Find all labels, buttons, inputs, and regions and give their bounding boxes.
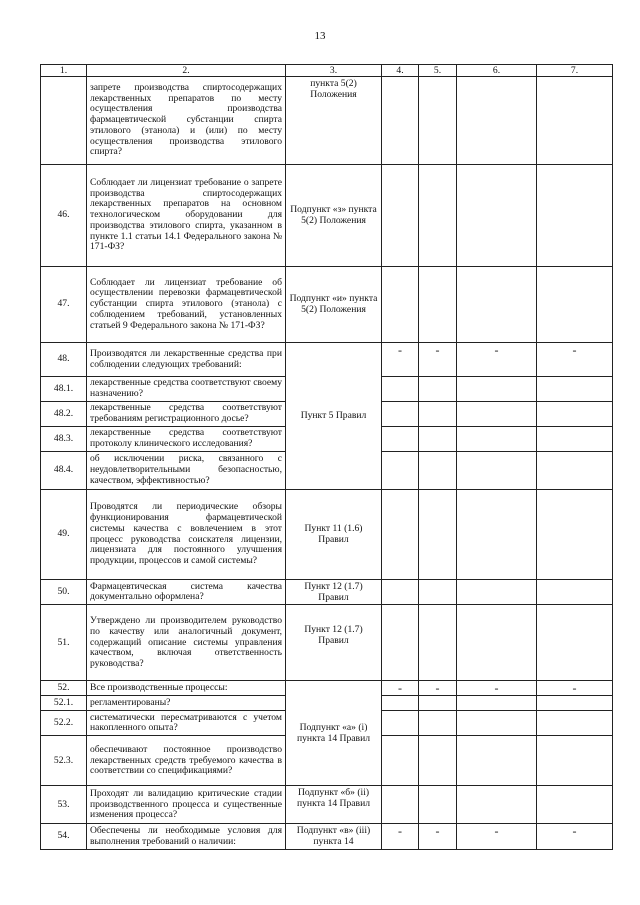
answer-cell: - [537, 824, 613, 849]
legal-reference: Пункт 5 Правил [286, 343, 382, 490]
requirement-text: регламентированы? [87, 696, 286, 711]
table-row [41, 343, 613, 377]
answer-cell: - [457, 824, 537, 849]
row-number: 47. [41, 267, 87, 343]
answer-cell: - [382, 824, 419, 849]
answer-cell: - [457, 343, 537, 377]
table-row [41, 165, 613, 267]
answer-cell [382, 711, 419, 736]
answer-cell: - [419, 343, 457, 377]
requirement-text: Обеспечены ли необходимые условия для выполнения требований о наличии: [87, 824, 286, 849]
answer-cell [382, 377, 419, 402]
answer-cell [457, 786, 537, 824]
row-number: 49. [41, 490, 87, 580]
requirement-text: обеспечивают постоянное производство лекарственных средств требуемого качества в соответствии со спецификациями? [87, 736, 286, 786]
legal-reference: Пункт 12 (1.7) Правил [286, 605, 382, 681]
answer-cell [419, 427, 457, 452]
answer-cell [382, 267, 419, 343]
answer-cell [457, 452, 537, 490]
answer-cell [457, 580, 537, 605]
row-number: 50. [41, 580, 87, 605]
answer-cell [457, 696, 537, 711]
legal-reference: Подпункт «з» пункта 5(2) Положения [286, 165, 382, 267]
column-header: 1. [41, 65, 87, 77]
answer-cell: - [537, 681, 613, 696]
legal-reference: Пункт 12 (1.7) Правил [286, 580, 382, 605]
answer-cell [382, 736, 419, 786]
requirement-text: запрете производства спиртосодержащих лекарственных препаратов по месту осуществления производства фармацевтической субстанции спирта этилового (этанола) и (или) по месту осуществления производства этилового спирта? [87, 77, 286, 165]
answer-cell [537, 580, 613, 605]
answer-cell: - [382, 343, 419, 377]
answer-cell: - [457, 681, 537, 696]
requirement-text: Соблюдает ли лицензиат требование об осуществлении перевозки фармацевтической субстанции спирта этилового (этанола) с соблюдением требований, установленных статьей 9 Федерального закона № 171-ФЗ? [87, 267, 286, 343]
requirement-text: Проходят ли валидацию критические стадии производственного процесса и существенные изменения процесса? [87, 786, 286, 824]
answer-cell [419, 165, 457, 267]
answer-cell [537, 377, 613, 402]
answer-cell [419, 605, 457, 681]
answer-cell [457, 165, 537, 267]
answer-cell [382, 77, 419, 165]
answer-cell [537, 77, 613, 165]
column-header: 4. [382, 65, 419, 77]
legal-reference: Подпункт «в» (iii) пункта 14 [286, 824, 382, 849]
requirement-text: систематически пересматриваются с учетом накопленного опыта? [87, 711, 286, 736]
answer-cell [419, 452, 457, 490]
answer-cell [537, 427, 613, 452]
column-header: 6. [457, 65, 537, 77]
answer-cell [382, 580, 419, 605]
answer-cell [537, 696, 613, 711]
answer-cell [419, 267, 457, 343]
row-number: 48.4. [41, 452, 87, 490]
answer-cell [419, 711, 457, 736]
requirement-text: лекарственные средства соответствуют своему назначению? [87, 377, 286, 402]
table-row [41, 267, 613, 343]
requirement-text: об исключении риска, связанного с неудовлетворительными безопасностью, качеством, эффективностью? [87, 452, 286, 490]
answer-cell [382, 490, 419, 580]
answer-cell: - [537, 343, 613, 377]
answer-cell [537, 452, 613, 490]
answer-cell: - [419, 824, 457, 849]
answer-cell [382, 605, 419, 681]
checklist-table [40, 64, 613, 850]
column-header: 3. [286, 65, 382, 77]
answer-cell: - [382, 681, 419, 696]
row-number: 53. [41, 786, 87, 824]
requirement-text: Утверждено ли производителем руководство по качеству или аналогичный документ, содержащий описание системы управления качеством, включая ответственность руководства? [87, 605, 286, 681]
table-row [41, 580, 613, 605]
row-number: 52.2. [41, 711, 87, 736]
answer-cell [419, 580, 457, 605]
row-number: 51. [41, 605, 87, 681]
answer-cell [382, 402, 419, 427]
legal-reference: Подпункт «а» (i) пункта 14 Правил [286, 681, 382, 786]
answer-cell [382, 165, 419, 267]
answer-cell [419, 490, 457, 580]
answer-cell [419, 402, 457, 427]
answer-cell [537, 736, 613, 786]
answer-cell [419, 786, 457, 824]
answer-cell [419, 696, 457, 711]
page-number: 13 [314, 30, 326, 42]
legal-reference: пункта 5(2) Положения [286, 77, 382, 165]
column-header: 7. [537, 65, 613, 77]
row-number [41, 77, 87, 165]
answer-cell [457, 402, 537, 427]
legal-reference: Подпункт «б» (ii) пункта 14 Правил [286, 786, 382, 824]
answer-cell [537, 267, 613, 343]
requirement-text: Проводятся ли периодические обзоры функционирования фармацевтической системы качества с вовлечением в этот процесс руководства соискателя лицензии, лицензиата для постоянного улучшения продукции, процессов и самой системы? [87, 490, 286, 580]
legal-reference: Подпункт «и» пункта 5(2) Положения [286, 267, 382, 343]
answer-cell [419, 736, 457, 786]
table-header-row [41, 65, 613, 77]
answer-cell [382, 452, 419, 490]
table-row [41, 786, 613, 824]
requirement-text: Все производственные процессы: [87, 681, 286, 696]
row-number: 48.3. [41, 427, 87, 452]
answer-cell [537, 402, 613, 427]
row-number: 52. [41, 681, 87, 696]
requirement-text: Фармацевтическая система качества документально оформлена? [87, 580, 286, 605]
answer-cell [537, 490, 613, 580]
requirement-text: лекарственные средства соответствуют требованиям регистрационного досье? [87, 402, 286, 427]
answer-cell [419, 77, 457, 165]
table-row [41, 681, 613, 696]
answer-cell [419, 377, 457, 402]
answer-cell [457, 711, 537, 736]
requirement-text: Производятся ли лекарственные средства при соблюдении следующих требований: [87, 343, 286, 377]
answer-cell [457, 427, 537, 452]
column-header: 2. [87, 65, 286, 77]
row-number: 52.1. [41, 696, 87, 711]
answer-cell: - [419, 681, 457, 696]
row-number: 54. [41, 824, 87, 849]
column-header: 5. [419, 65, 457, 77]
answer-cell [457, 377, 537, 402]
answer-cell [382, 786, 419, 824]
answer-cell [457, 605, 537, 681]
row-number: 52.3. [41, 736, 87, 786]
answer-cell [382, 696, 419, 711]
answer-cell [457, 736, 537, 786]
answer-cell [457, 490, 537, 580]
row-number: 48.2. [41, 402, 87, 427]
legal-reference: Пункт 11 (1.6) Правил [286, 490, 382, 580]
table-row [41, 824, 613, 849]
requirement-text: лекарственные средства соответствуют протоколу клинического исследования? [87, 427, 286, 452]
row-number: 48.1. [41, 377, 87, 402]
table-row [41, 490, 613, 580]
answer-cell [457, 77, 537, 165]
table-row [41, 605, 613, 681]
table-row [41, 77, 613, 165]
answer-cell [537, 605, 613, 681]
answer-cell [537, 165, 613, 267]
answer-cell [537, 786, 613, 824]
answer-cell [537, 711, 613, 736]
row-number: 46. [41, 165, 87, 267]
answer-cell [382, 427, 419, 452]
answer-cell [457, 267, 537, 343]
row-number: 48. [41, 343, 87, 377]
requirement-text: Соблюдает ли лицензиат требование о запрете производства спиртосодержащих лекарственных препаратов на основном технологическом оборудовании для производства этилового спирта, указанном в пункте 1.1 статьи 14.1 Федерального закона № 171-ФЗ? [87, 165, 286, 267]
